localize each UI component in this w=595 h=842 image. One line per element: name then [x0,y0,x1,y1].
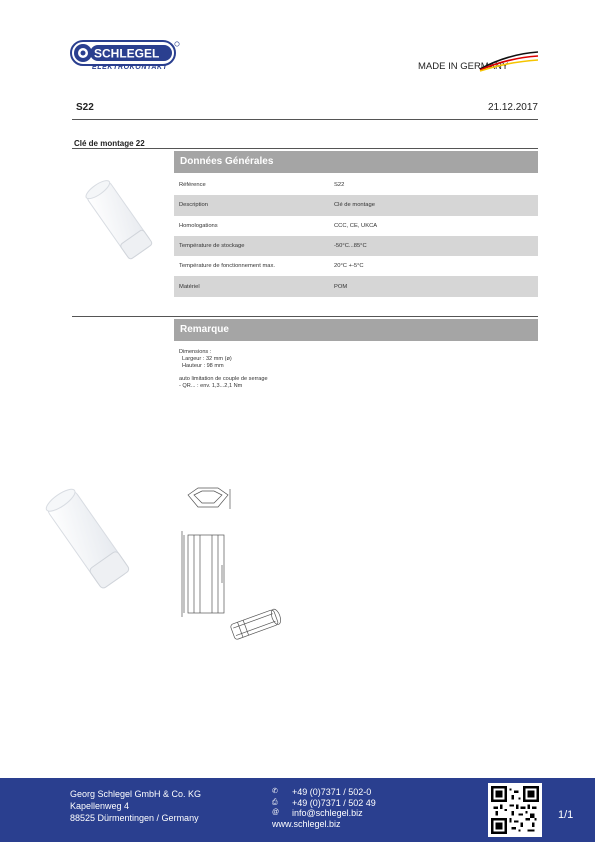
website-link[interactable]: www.schlegel.biz [272,818,341,829]
row-key: Homologations [179,222,218,229]
at-icon: @ [272,809,280,816]
table-row [174,276,538,296]
document-date: 21.12.2017 [487,102,538,113]
divider [72,316,538,317]
email-link[interactable]: info@schlegel.biz [292,808,363,818]
row-key: Matériel [179,283,200,290]
remark-line: - QR... : env. 1,3...2,1 Nm [179,383,243,389]
table-row [174,175,538,195]
street: Kapellenweg 4 [70,801,130,811]
divider [72,148,538,149]
row-value: Clé de montage [334,202,375,209]
row-key: Référence [179,182,206,189]
row-key: Description [179,202,208,209]
table-row [174,236,538,256]
remark-line: Largeur : 32 mm (ø) [182,356,232,362]
remarks-heading: Remarque [174,319,538,341]
phone-number: +49 (0)7371 / 502-0 [292,787,372,797]
qr-code[interactable] [488,783,542,837]
technical-drawing [178,485,288,660]
table-row [174,256,538,276]
row-value: POM [334,283,348,290]
made-in-label: MADE IN GERMANY [418,61,509,72]
fax-icon: ⎙ [272,798,278,806]
remark-line: Dimensions : [179,349,212,355]
row-key: Température de fonctionnement max. [179,263,276,270]
table-row [174,216,538,236]
remark-line: auto limitation de couple de serrage [179,376,268,382]
brand-name: SCHLEGEL [94,46,160,61]
general-data-table [174,175,538,297]
fax-number: +49 (0)7371 / 502 49 [292,797,376,808]
german-flag-swoosh-icon [478,50,540,72]
product-code: S22 [76,102,94,113]
product-subtitle: Clé de montage 22 [74,139,145,148]
page-number: 1/1 [558,809,574,821]
city: 88525 Dürmentingen / Germany [70,813,199,823]
general-data-heading: Données Générales [174,151,538,173]
web-line[interactable] [272,819,376,830]
email-line[interactable] [272,808,376,819]
row-key: Température de stockage [179,243,245,250]
product-image [76,176,166,266]
fax-line [272,798,376,809]
remark-line: Hauteur : 98 mm [182,363,224,369]
phone-icon: ✆ [272,788,278,795]
brand-subtitle: ELEKTROKONTAKT [92,64,168,71]
footer [0,778,595,842]
row-value: S22 [334,182,345,189]
phone-line [272,787,376,798]
row-value: 20°C +-5°C [334,263,364,270]
row-value: -50°C...85°C [334,243,367,250]
product-image-large [34,484,144,594]
remarks-text [179,349,268,390]
table-row [174,195,538,215]
contact-block [272,787,376,829]
title-row [72,100,538,120]
row-value: CCC, CE, UKCA [334,222,378,229]
company-name: Georg Schlegel GmbH & Co. KG [70,789,202,799]
company-address [70,788,201,824]
